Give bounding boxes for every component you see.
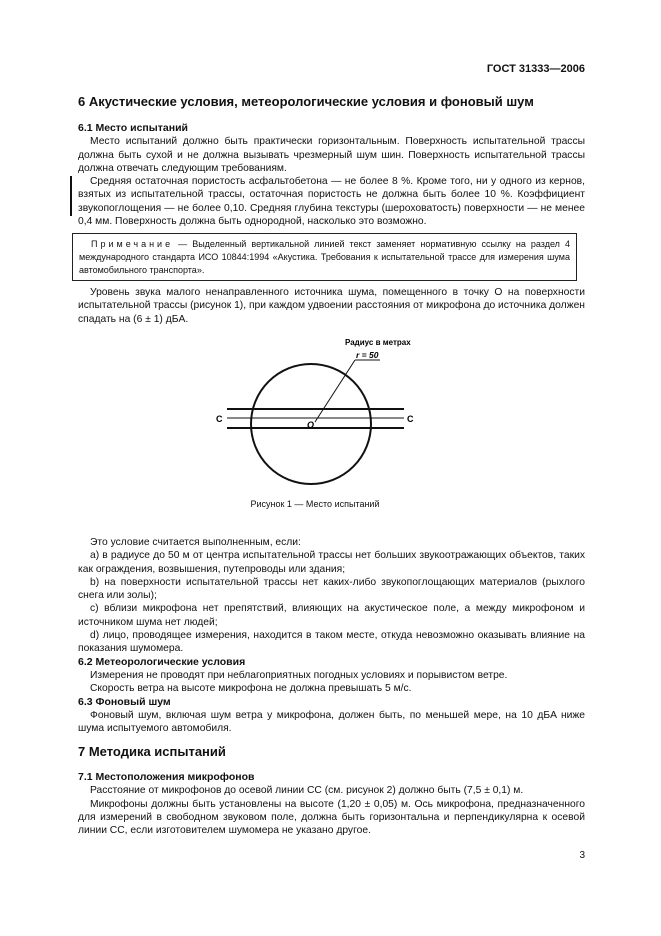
section-7-title: 7 Методика испытаний (78, 744, 226, 759)
paragraph: Скорость ветра на высоте микрофона не должна превышать 5 м/с. (90, 683, 412, 695)
section-6-3-title: 6.3 Фоновый шум (78, 695, 171, 708)
paragraph: Средняя остаточная пористость асфальтобетона — не более 8 %. Кроме того, ни у одного из кернов, взятых из испытательной трассы, остаточная пористость не должна быть более 10 %. Коэффициент звукопоглощения — не более 0,10. Средняя глубина текстуры (шероховатость) поверхности — не менее 0,4 мм. Поверхность должна быть однородной, насколько это возможно. (78, 176, 585, 228)
document-header: ГОСТ 31333—2006 (486, 63, 585, 75)
paragraph: Измерения не проводят при неблагоприятных погодных условиях и порывистом ветре. (90, 669, 508, 681)
section-6-1-title: 6.1 Место испытаний (78, 122, 188, 134)
paragraph: Расстояние от микрофонов до осевой линии CC (см. рисунок 2) должно быть (7,5 ± 0,1) м. (90, 785, 524, 797)
section-7-1 (78, 771, 585, 837)
note-label: Примечание (91, 239, 174, 249)
line-label-left: C (216, 414, 223, 424)
line-label-right: C (407, 414, 414, 424)
list-item: b) на поверхности испытательной трассы нет каких-либо звукопоглощающих материалов (рыхлого снега или золы); (78, 576, 585, 602)
paragraph: Уровень звука малого ненаправленного источника шума, помещенного в точку О на поверхности испытательной трассы (рисунок 1), при каждом удвоении расстояния от микрофона до источника должен спадать на (6 ± 1) дБA. (78, 287, 585, 325)
figure-1-caption: Рисунок 1 — Место испытаний (250, 499, 380, 509)
list-item: d) лицо, проводящее измерения, находится в таком месте, откуда невозможно оказывать влияние на показания шумомера. (78, 630, 585, 655)
paragraph: Фоновый шум, включая шум ветра у микрофона, должен быть, по меньшей мере, на 10 дБA ниже шума испытуемого автомобиля. (78, 709, 585, 735)
conditions-block (78, 536, 585, 735)
section-6-2-title: 6.2 Метеорологические условия (78, 655, 246, 668)
paragraph: Это условие считается выполненным, если: (90, 537, 301, 548)
page-number: 3 (579, 850, 585, 861)
paragraph: Место испытаний должно быть практически горизонтальным. Поверхность испытательной трассы должна быть сухой и не должна вызывать чрезмерный шум шин. Поверхность испытательной трассы должна отвечать следующим требованиям. (78, 136, 585, 174)
section-6-title: 6 Акустические условия, метеорологические условия и фоновый шум (78, 94, 534, 109)
note-text: — Выделенный вертикальной линией текст заменяет нормативную ссылку на раздел 4 международного стандарта ИСО 10844:1994 «Акустика. Требования к испытательной трассе для измерения шума автомобильного транспорта». (79, 239, 570, 275)
section-7-1-title: 7.1 Местоположения микрофонов (78, 771, 255, 783)
list-item: а) в радиусе до 50 м от центра испытательной трассы нет больших звукоотражающих объектов, таких как ограждения, возвышения, путепроводы или здания; (78, 550, 585, 575)
radius-label: r = 50 (356, 350, 379, 360)
center-label: O (307, 420, 315, 430)
radius-title: Радиус в метрах (345, 338, 411, 347)
list-item: c) вблизи микрофона нет препятствий, влияющих на акустическое поле, а между микрофоном и источником шума нет людей; (78, 603, 585, 628)
paragraph: Микрофоны должны быть установлены на высоте (1,20 ± 0,05) м. Ось микрофона, предназначенного для измерений в свободном звуковом поле, должна быть горизонтальна и перпендикулярна к осевой линии CC, если изготовителем шумомера не указано другое. (78, 798, 585, 837)
